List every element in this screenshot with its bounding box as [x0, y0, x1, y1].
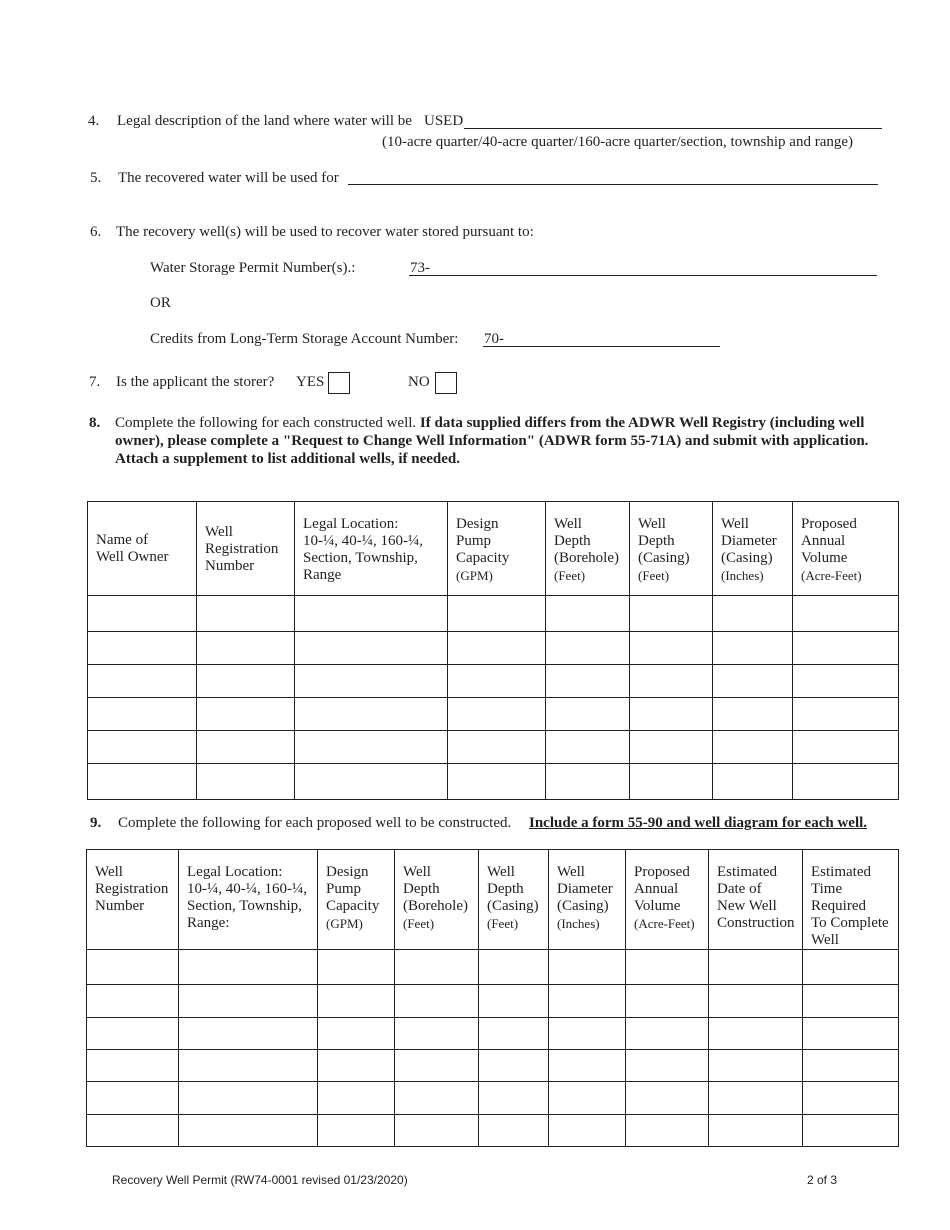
- col-annual-volume: Proposed Annual Volume (Acre-Feet): [626, 850, 709, 950]
- q9-text-underlined: Include a form 55-90 and well diagram for each well.: [529, 815, 868, 831]
- table-cell-input[interactable]: [88, 665, 197, 698]
- col-construction-date: Estimated Date of New Well Construction: [709, 850, 803, 950]
- table-cell-input[interactable]: [87, 985, 179, 1018]
- q6-credits-account-field[interactable]: [483, 346, 720, 347]
- q5-use-field[interactable]: [348, 184, 878, 185]
- table-cell-input[interactable]: [709, 1018, 803, 1050]
- table-cell-input[interactable]: [479, 950, 549, 985]
- table-cell-input[interactable]: [630, 632, 713, 665]
- proposed-wells-table: [86, 849, 899, 1147]
- col-completion-time: Estimated Time Required To Complete Well: [803, 850, 899, 950]
- table-row: [87, 1018, 899, 1050]
- q4-land-description-field[interactable]: [464, 128, 882, 129]
- table-cell-input[interactable]: [630, 764, 713, 800]
- table-cell-input[interactable]: [626, 985, 709, 1018]
- q6-credits-prefix: 70-: [484, 331, 504, 347]
- col-diameter-casing: Well Diameter (Casing) (Inches): [549, 850, 626, 950]
- table-cell-input[interactable]: [713, 632, 793, 665]
- table-cell-input[interactable]: [546, 698, 630, 731]
- table-cell-input[interactable]: [626, 1050, 709, 1082]
- table-cell-input[interactable]: [793, 632, 899, 665]
- table-cell-input[interactable]: [713, 665, 793, 698]
- q9-text-plain: Complete the following for each proposed well to be constructed.: [118, 815, 512, 831]
- q8-text-plain: Complete the following for each constructed well.: [115, 415, 420, 431]
- q8-number: 8.: [89, 415, 101, 431]
- table-row: [87, 950, 899, 985]
- table-cell-input[interactable]: [803, 1050, 899, 1082]
- q6-label: The recovery well(s) will be used to recover water stored pursuant to:: [116, 224, 534, 240]
- table-cell-input[interactable]: [179, 1018, 318, 1050]
- table-cell-input[interactable]: [395, 1115, 479, 1147]
- table-cell-input[interactable]: [448, 731, 546, 764]
- constructed-wells-table: [87, 501, 899, 800]
- table-cell-input[interactable]: [197, 596, 295, 632]
- table-cell-input[interactable]: [448, 764, 546, 800]
- table-cell-input[interactable]: [179, 950, 318, 985]
- table-cell-input[interactable]: [713, 764, 793, 800]
- table-row: [88, 632, 899, 665]
- table-cell-input[interactable]: [88, 764, 197, 800]
- q7-no-checkbox[interactable]: [435, 372, 457, 394]
- col-legal-location: Legal Location: 10-¼, 40-¼, 160-¼, Section, Township, Range: [295, 502, 448, 596]
- table-cell-input[interactable]: [630, 665, 713, 698]
- table-cell-input[interactable]: [395, 1082, 479, 1115]
- table-cell-input[interactable]: [395, 1050, 479, 1082]
- col-registration-number: Well Registration Number: [87, 850, 179, 950]
- table-cell-input[interactable]: [803, 1115, 899, 1147]
- table-cell-input[interactable]: [318, 1082, 395, 1115]
- table-cell-input[interactable]: [626, 950, 709, 985]
- q6-permit-prefix: 73-: [410, 260, 430, 276]
- col-registration-number: Well Registration Number: [197, 502, 295, 596]
- table-cell-input[interactable]: [479, 1018, 549, 1050]
- table-cell-input[interactable]: [713, 731, 793, 764]
- table-cell-input[interactable]: [395, 950, 479, 985]
- q7-yes-label: YES: [296, 374, 325, 390]
- table-cell-input[interactable]: [197, 731, 295, 764]
- q7-no-label: NO: [408, 374, 430, 390]
- table-cell-input[interactable]: [395, 985, 479, 1018]
- table-row: [88, 596, 899, 632]
- table-cell-input[interactable]: [88, 731, 197, 764]
- q4-label: Legal description of the land where water will be: [117, 113, 412, 129]
- table-cell-input[interactable]: [318, 985, 395, 1018]
- table-cell-input[interactable]: [318, 1018, 395, 1050]
- table-cell-input[interactable]: [87, 1018, 179, 1050]
- table-cell-input[interactable]: [479, 985, 549, 1018]
- table-cell-input[interactable]: [479, 1050, 549, 1082]
- table-row: [88, 665, 899, 698]
- table-cell-input[interactable]: [546, 596, 630, 632]
- table-cell-input[interactable]: [318, 1115, 395, 1147]
- table-row: [87, 1082, 899, 1115]
- q6-or: OR: [150, 295, 171, 311]
- table-cell-input[interactable]: [803, 950, 899, 985]
- table-cell-input[interactable]: [295, 665, 448, 698]
- table-row: [87, 985, 899, 1018]
- q7-yes-checkbox[interactable]: [328, 372, 350, 394]
- table-cell-input[interactable]: [546, 665, 630, 698]
- q4-used-word: USED: [424, 113, 464, 129]
- table-cell-input[interactable]: [713, 596, 793, 632]
- table-cell-input[interactable]: [793, 596, 899, 632]
- footer-page-number: 2 of 3: [807, 1173, 838, 1187]
- table-cell-input[interactable]: [179, 1082, 318, 1115]
- table-row: [87, 1115, 899, 1147]
- table-cell-input[interactable]: [713, 698, 793, 731]
- q8-text-bold: If data supplied differs from the ADWR Well Registry (including well owner), please complete a "Request to Change Well Information" (ADWR form 55-71A) and submit with application. Attach a supplement to list additional wells, if needed.: [115, 415, 869, 467]
- table-cell-input[interactable]: [87, 1082, 179, 1115]
- table-row: [88, 731, 899, 764]
- table-cell-input[interactable]: [793, 731, 899, 764]
- table-cell-input[interactable]: [709, 950, 803, 985]
- q7-label: Is the applicant the storer?: [116, 374, 275, 390]
- footer-form-name: Recovery Well Permit (RW74-0001 revised 01/23/2020): [112, 1173, 408, 1187]
- table-cell-input[interactable]: [793, 764, 899, 800]
- q6-permit-label: Water Storage Permit Number(s).:: [150, 260, 356, 276]
- col-pump-capacity: Design Pump Capacity (GPM): [318, 850, 395, 950]
- col-depth-casing: Well Depth (Casing) (Feet): [479, 850, 549, 950]
- q6-credits-label: Credits from Long-Term Storage Account Number:: [150, 331, 459, 347]
- table-row: [88, 764, 899, 800]
- table-cell-input[interactable]: [803, 1018, 899, 1050]
- table-cell-input[interactable]: [318, 1050, 395, 1082]
- table-cell-input[interactable]: [197, 665, 295, 698]
- table-row: [88, 698, 899, 731]
- col-depth-casing: Well Depth (Casing) (Feet): [630, 502, 713, 596]
- table-cell-input[interactable]: [546, 632, 630, 665]
- table-cell-input[interactable]: [395, 1018, 479, 1050]
- table-cell-input[interactable]: [479, 1082, 549, 1115]
- table-cell-input[interactable]: [479, 1115, 549, 1147]
- table-cell-input[interactable]: [88, 596, 197, 632]
- table-cell-input[interactable]: [295, 764, 448, 800]
- table-cell-input[interactable]: [630, 698, 713, 731]
- q6-permit-number-field[interactable]: [409, 275, 877, 276]
- col-pump-capacity: Design Pump Capacity (GPM): [448, 502, 546, 596]
- table-cell-input[interactable]: [448, 665, 546, 698]
- table-row: [87, 1050, 899, 1082]
- q6-number: 6.: [90, 224, 102, 240]
- q4-number: 4.: [88, 113, 100, 129]
- table-cell-input[interactable]: [87, 1050, 179, 1082]
- col-depth-borehole: Well Depth (Borehole) (Feet): [395, 850, 479, 950]
- q5-number: 5.: [90, 170, 102, 186]
- table-cell-input[interactable]: [626, 1082, 709, 1115]
- table-cell-input[interactable]: [549, 1018, 626, 1050]
- table-cell-input[interactable]: [179, 985, 318, 1018]
- q4-hint: (10-acre quarter/40-acre quarter/160-acre quarter/section, township and range): [382, 134, 854, 150]
- q8-instructions: [89, 414, 875, 468]
- table-cell-input[interactable]: [88, 632, 197, 665]
- col-diameter-casing: Well Diameter (Casing) (Inches): [713, 502, 793, 596]
- table-cell-input[interactable]: [549, 1050, 626, 1082]
- table-cell-input[interactable]: [709, 1050, 803, 1082]
- table-cell-input[interactable]: [549, 985, 626, 1018]
- table-cell-input[interactable]: [630, 596, 713, 632]
- col-legal-location: Legal Location: 10-¼, 40-¼, 160-¼, Section, Township, Range:: [179, 850, 318, 950]
- table-cell-input[interactable]: [295, 632, 448, 665]
- table-cell-input[interactable]: [179, 1050, 318, 1082]
- table-cell-input[interactable]: [448, 632, 546, 665]
- table-cell-input[interactable]: [630, 731, 713, 764]
- table-cell-input[interactable]: [318, 950, 395, 985]
- table-cell-input[interactable]: [88, 698, 197, 731]
- table-cell-input[interactable]: [549, 1115, 626, 1147]
- table-cell-input[interactable]: [549, 1082, 626, 1115]
- col-annual-volume: Proposed Annual Volume (Acre-Feet): [793, 502, 899, 596]
- table-cell-input[interactable]: [549, 950, 626, 985]
- q7-number: 7.: [89, 374, 101, 390]
- table-cell-input[interactable]: [87, 950, 179, 985]
- table-cell-input[interactable]: [626, 1115, 709, 1147]
- table-cell-input[interactable]: [448, 596, 546, 632]
- col-well-owner: Name of Well Owner: [88, 502, 197, 596]
- table-cell-input[interactable]: [793, 665, 899, 698]
- table-cell-input[interactable]: [803, 985, 899, 1018]
- table-cell-input[interactable]: [197, 632, 295, 665]
- table-cell-input[interactable]: [709, 1082, 803, 1115]
- table-cell-input[interactable]: [197, 764, 295, 800]
- table-cell-input[interactable]: [709, 1115, 803, 1147]
- table-cell-input[interactable]: [793, 698, 899, 731]
- col-depth-borehole: Well Depth (Borehole) (Feet): [546, 502, 630, 596]
- table-cell-input[interactable]: [197, 698, 295, 731]
- table-cell-input[interactable]: [626, 1018, 709, 1050]
- table-cell-input[interactable]: [87, 1115, 179, 1147]
- q9-number: 9.: [90, 815, 102, 831]
- q5-label: The recovered water will be used for: [118, 170, 339, 186]
- table-cell-input[interactable]: [295, 596, 448, 632]
- table-cell-input[interactable]: [709, 985, 803, 1018]
- table-cell-input[interactable]: [295, 731, 448, 764]
- table-cell-input[interactable]: [179, 1115, 318, 1147]
- table-cell-input[interactable]: [546, 764, 630, 800]
- table-cell-input[interactable]: [448, 698, 546, 731]
- table-cell-input[interactable]: [546, 731, 630, 764]
- table-cell-input[interactable]: [803, 1082, 899, 1115]
- table-cell-input[interactable]: [295, 698, 448, 731]
